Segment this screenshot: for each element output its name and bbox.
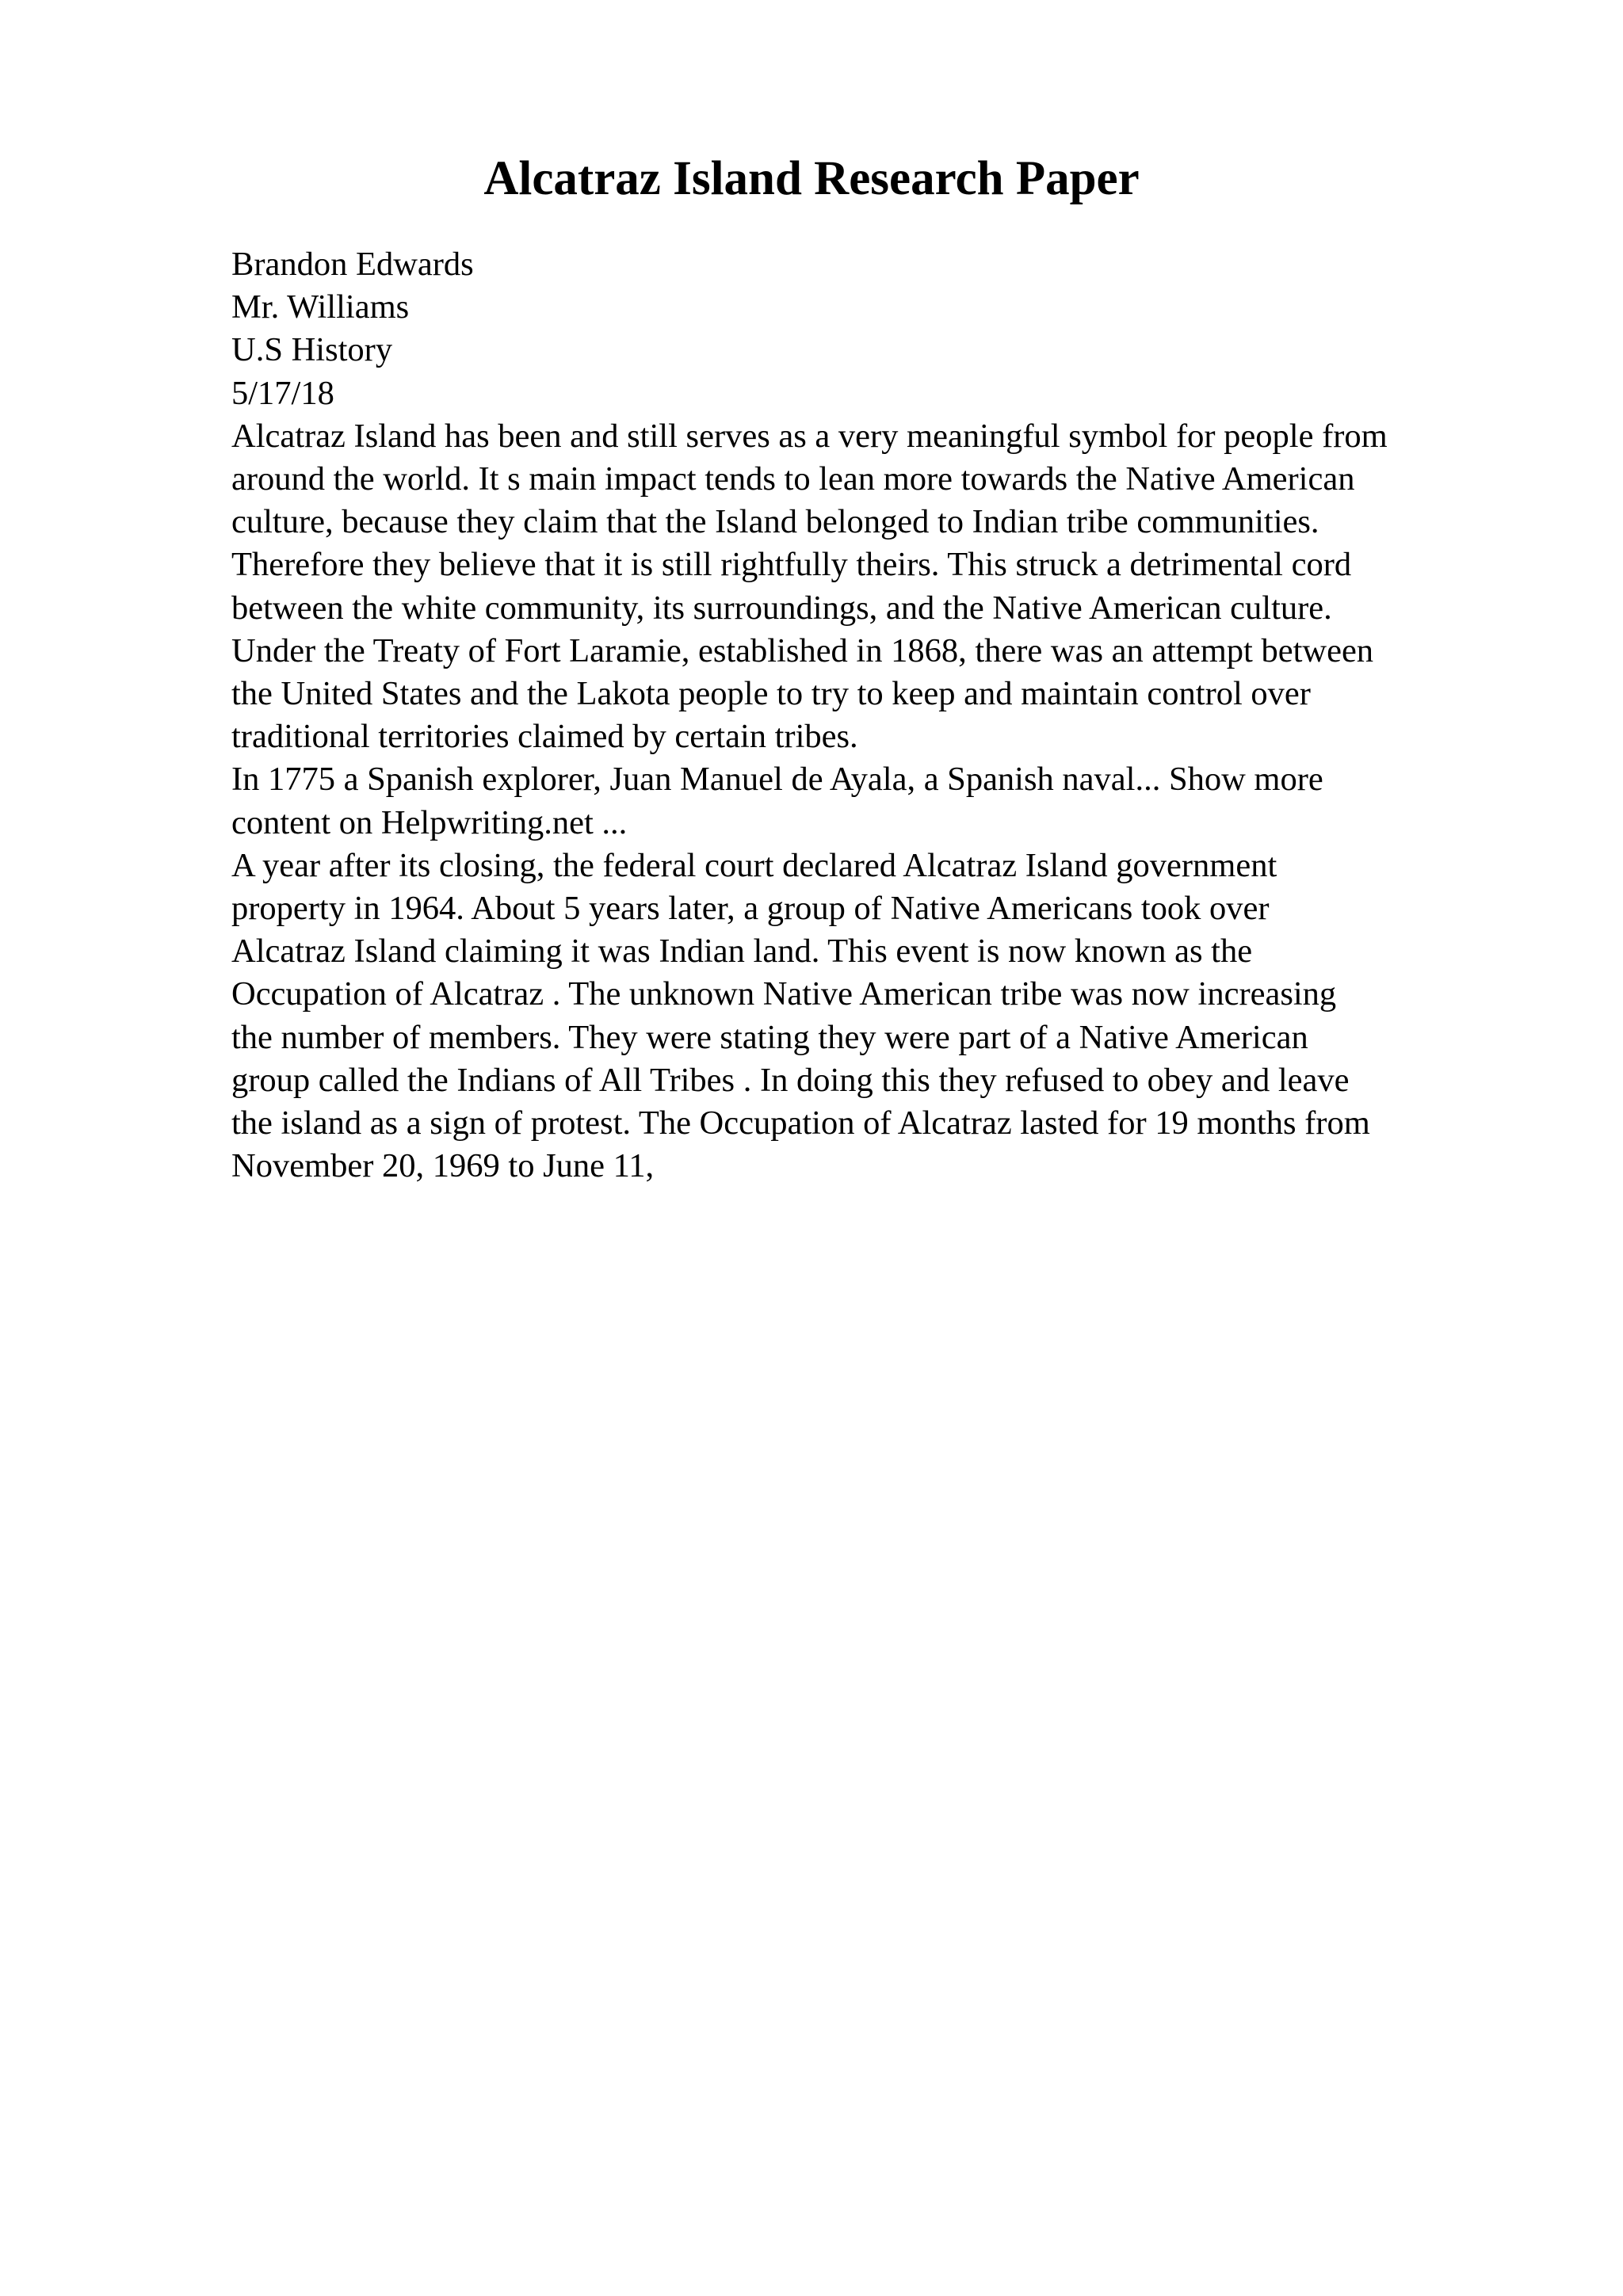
document-title: Alcatraz Island Research Paper [483, 152, 1140, 205]
paragraph-line: A year after its closing, the federal court declared Alcatraz Island government [231, 846, 1277, 884]
paragraph-line: Alcatraz Island claiming it was Indian land. This event is now known as the [231, 933, 1253, 971]
paragraph-line: Therefore they believe that it is still rightfully theirs. This struck a detrimental cord [231, 546, 1352, 584]
paragraph-line: November 20, 1969 to June 11, [231, 1147, 655, 1185]
course-name: U.S History [231, 331, 393, 369]
paragraph-line: the United States and the Lakota people to try to keep and maintain control over [231, 675, 1311, 713]
paragraph-1 [231, 415, 1547, 759]
header-block [231, 243, 1547, 415]
document-date: 5/17/18 [231, 374, 334, 412]
paragraph-line: around the world. It s main impact tends to lean more towards the Native American [231, 460, 1355, 498]
paragraph-line: the number of members. They were stating they were part of a Native American [231, 1018, 1308, 1056]
paragraph-line: Alcatraz Island has been and still serves as a very meaningful symbol for people from [231, 417, 1388, 455]
paragraph-line: traditional territories claimed by certain tribes. [231, 718, 858, 756]
paragraph-line: group called the Indians of All Tribes . In doing this they refused to obey and leave [231, 1061, 1350, 1099]
paragraph-2 [231, 758, 1547, 844]
author-name: Brandon Edwards [231, 246, 474, 283]
paragraph-line: Under the Treaty of Fort Laramie, established in 1868, there was an attempt between [231, 631, 1374, 669]
document-body [231, 243, 1547, 1188]
paragraph-line: In 1775 a Spanish explorer, Juan Manuel de Ayala, a Spanish naval... Show more [231, 761, 1323, 799]
paragraph-line: property in 1964. About 5 years later, a group of Native Americans took over [231, 890, 1270, 928]
paragraph-line: content on Helpwriting.net ... [231, 803, 628, 841]
teacher-name: Mr. Williams [231, 288, 410, 326]
paragraph-line: Occupation of Alcatraz . The unknown Native American tribe was now increasing [231, 975, 1337, 1013]
paragraph-line: between the white community, its surroundings, and the Native American culture. [231, 589, 1332, 627]
paragraph-line: culture, because they claim that the Island belonged to Indian tribe communities. [231, 503, 1319, 541]
paragraph-line: the island as a sign of protest. The Occupation of Alcatraz lasted for 19 months from [231, 1104, 1370, 1142]
paragraph-3 [231, 845, 1547, 1188]
